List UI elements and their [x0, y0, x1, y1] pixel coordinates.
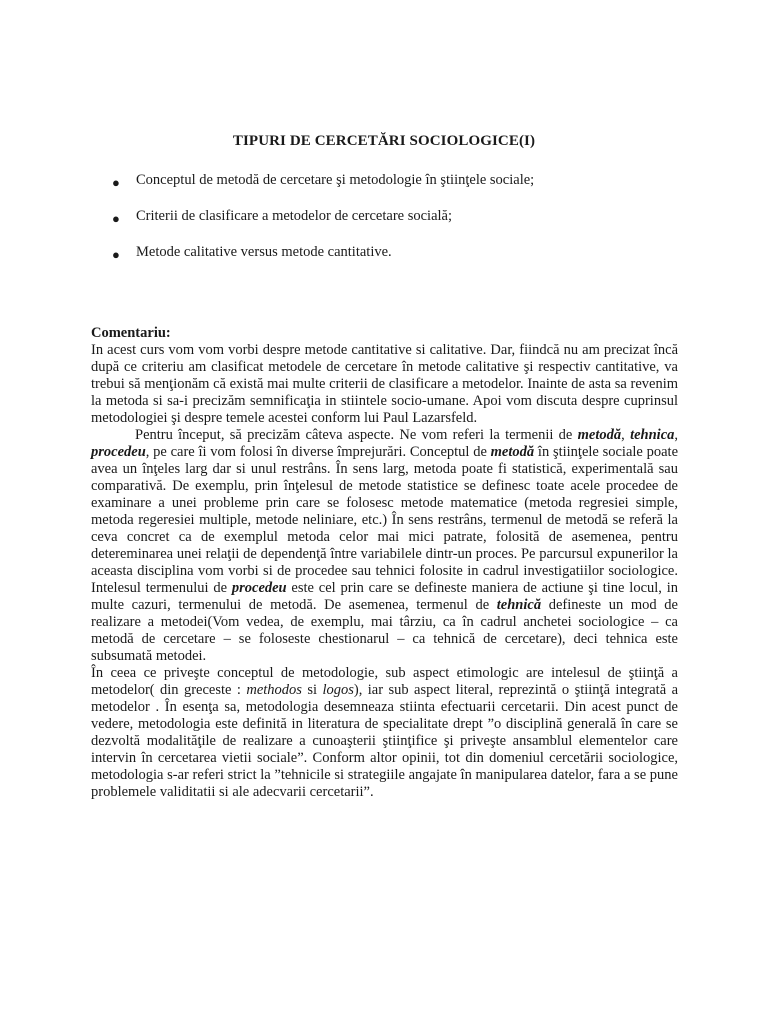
- list-item-text: Criterii de clasificare a metodelor de cercetare socială;: [136, 208, 452, 224]
- term-procedeu: procedeu: [91, 444, 146, 460]
- term-tehnica: tehnică: [496, 597, 542, 613]
- list-item-text: Metode calitative versus metode cantitative.: [136, 244, 392, 260]
- term-logos: logos: [322, 682, 354, 698]
- list-item: [110, 171, 710, 207]
- bullet-icon: ●: [112, 211, 120, 226]
- paragraph-3: În ceea ce priveşte conceptul de metodologie, sub aspect etimologic are intelesul de ştiinţă a metodelor( din greceste : methodos si logos), iar sub aspect literal, reprezintă o ştiinţă integrată a metodelor . În esenţa sa, metodologia desemneaza stiinta efectuarii cercetarii. Din acest punct de vedere, metodologia este definită in literatura de specialitate drept ”o disciplină generală în care se dezvoltă modalităţile de realizare a cunoaşterii ştiinţifice şi priveşte ansamblul elementelor care intervin în cercetarea vietii sociale”. Conform altor opinii, tot din domeniul cercetării sociologice, metodologia s-ar referi strict la ”tehnicile si strategiile angajate în manipularea datelor, fara a se pune problemele validitatii si ale adecvarii cercetarii”.: [91, 665, 678, 800]
- page-title: TIPURI DE CERCETĂRI SOCIOLOGICE(I): [232, 133, 536, 149]
- paragraph-2: Pentru început, să precizăm câteva aspecte. Ne vom referi la termenii de metodă, tehnica, procedeu, pe care îi vom folosi în diverse împrejurări. Conceptul de metodă în ştiinţele sociale poate avea un înţeles larg dar si unul restrâns. În sens larg, metoda poate fi statistică, experimentală sau comparativă. De exemplu, prin înţelesul de metode statistice se definesc toate acele procedee de examinare a unei probleme prin care se folosesc metode matematice (metoda regresiei simple, metoda regeresiei multiple, metode neliniare, etc.) În sens restrâns, termenul de metodă se referă la ceva concret ca de exemplul metoda celor mai mici patrate, folosită de asemenea, pentru detereminarea unei relaţii de dependenţă între variabilele dintr-un proces. Pe parcursul expunerilor la aceasta disciplina vom vorbi si de procedee sau tehnici folosite in cadrul investigatiilor sociologice. Intelesul termenului de procedeu este cel prin care se defineste maniera de actiune şi tine locul, in multe cazuri, termenului de metodă. De asemenea, termenul de tehnică defineste un mod de realizare a metodei(Vom vedea, de exemplu, mai târziu, ca în cadrul anchetei sociologice – ca metodă de cercetare – se foloseste chestionarul – ca tehnică de cercetare), deci tehnica este subsumată metodei.: [91, 427, 679, 664]
- term-metoda: metodă: [490, 444, 535, 460]
- term-metoda: metodă: [577, 427, 622, 443]
- term-procedeu: procedeu: [231, 580, 287, 596]
- term-methodos: methodos: [246, 682, 302, 698]
- comment-heading: Comentariu:: [91, 325, 171, 341]
- term-tehnica: tehnica: [630, 427, 675, 443]
- paragraph-1: In acest curs vom vom vorbi despre metode cantitative si calitative. Dar, fiindcă nu am precizat încă după ce criteriu am clasificat metodele de cercetare în metode calitative şi respectiv cantitative, va trebui să menţionăm că există mai multe criterii de clasificare a metodelor. Inainte de asta sa revenim la metoda si sa-i precizăm semnificaţia in stiintele socio-umane. Apoi vom discuta despre cuprinsul metodologiei şi despre temele acestei conform lui Paul Lazarsfeld.: [91, 342, 678, 426]
- topic-list: [110, 171, 710, 279]
- bullet-icon: ●: [112, 175, 120, 190]
- list-item: [110, 243, 710, 279]
- comment-section: [91, 325, 678, 801]
- list-item-text: Conceptul de metodă de cercetare şi metodologie în ştiinţele sociale;: [136, 172, 535, 188]
- bullet-icon: ●: [112, 247, 120, 262]
- list-item: [110, 207, 710, 243]
